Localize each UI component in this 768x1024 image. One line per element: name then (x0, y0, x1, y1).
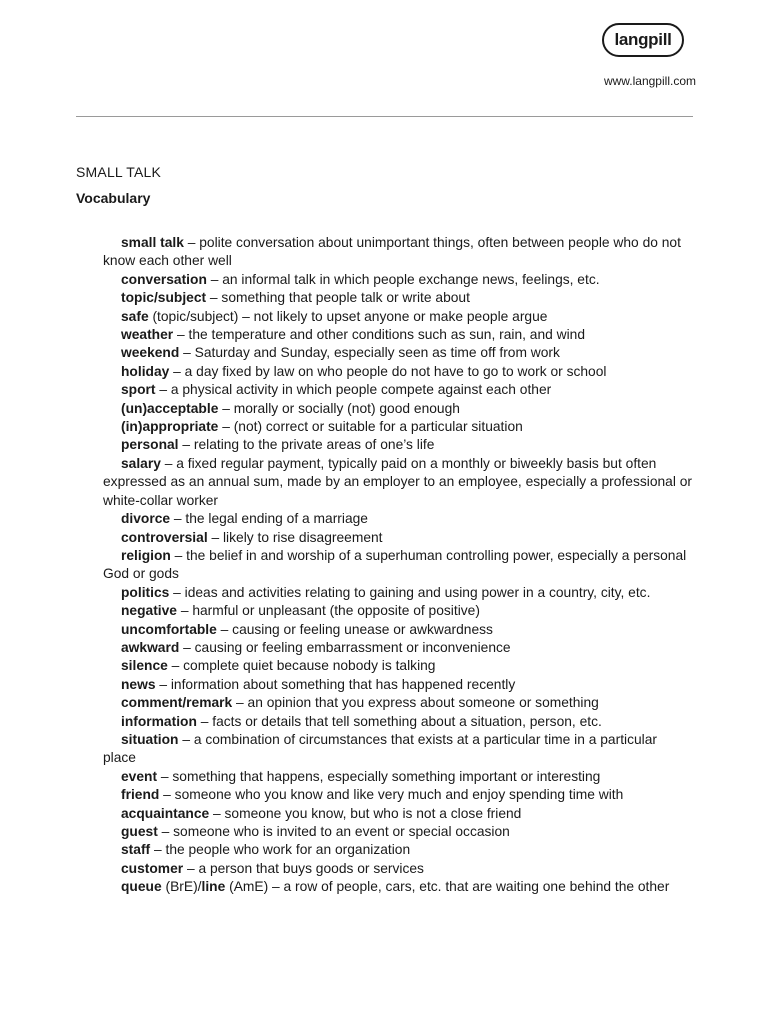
vocab-entry (103, 768, 693, 786)
section-heading: Vocabulary (76, 190, 151, 206)
vocab-entry (103, 823, 693, 841)
vocab-entry (103, 326, 693, 344)
vocab-definition: – a physical activity in which people compete against each other (155, 382, 552, 398)
website-link[interactable]: www.langpill.com (603, 74, 696, 88)
page-header (0, 0, 768, 120)
vocab-definition: – causing or feeling embarrassment or inconvenience (179, 639, 511, 655)
vocab-entry (103, 344, 693, 362)
vocab-entry (103, 621, 693, 639)
vocab-term: divorce (121, 511, 171, 527)
vocab-definition: (AmE) – a row of people, cars, etc. that are waiting one behind the other (225, 879, 670, 895)
vocab-term: friend (121, 787, 160, 803)
vocab-term: guest (121, 824, 158, 839)
vocab-term: holiday (121, 363, 170, 379)
vocab-entry (103, 805, 693, 823)
vocab-definition: – causing or feeling unease or awkwardness (216, 621, 493, 637)
vocab-definition: – a person that buys goods or services (183, 860, 424, 876)
vocab-definition: – likely to rise disagreement (207, 529, 383, 545)
vocab-definition: – a combination of circumstances that exists at a particular time in a particular place (103, 731, 658, 766)
header-divider (76, 116, 693, 117)
vocab-entry (103, 639, 693, 657)
vocab-term: politics (121, 584, 170, 600)
vocab-entry (103, 841, 693, 859)
vocab-definition: – a day fixed by law on who people do not have to go to work or school (169, 363, 607, 379)
document-title: SMALL TALK (76, 164, 162, 180)
vocab-term: (in)appropriate (121, 419, 219, 435)
vocab-entry (103, 547, 693, 584)
vocab-entry (103, 657, 693, 675)
vocab-term: safe (121, 308, 149, 324)
vocab-entry (103, 694, 693, 712)
vocab-definition: – complete quiet because nobody is talking (167, 658, 436, 674)
vocab-entry (103, 234, 693, 271)
vocab-definition: – the legal ending of a marriage (170, 511, 368, 527)
vocab-term: event (121, 768, 158, 784)
vocab-definition: – Saturday and Sunday, especially seen as time off from work (179, 345, 560, 361)
vocab-entry (103, 713, 693, 731)
vocab-definition: – the belief in and worship of a superhuman controlling power, especially a personal God or gods (103, 547, 687, 582)
vocab-entry (103, 510, 693, 528)
vocab-term: negative (121, 603, 177, 619)
vocab-definition: – someone you know, but who is not a close friend (209, 805, 522, 821)
vocab-term: customer (121, 860, 184, 876)
vocab-term-alt: line (201, 879, 226, 895)
vocab-term: personal (121, 437, 179, 453)
vocab-entry (103, 363, 693, 381)
vocab-entry (103, 529, 693, 547)
vocab-entry (103, 455, 693, 510)
vocab-definition: – relating to the private areas of one’s life (178, 437, 435, 453)
vocab-definition: – someone who you know and like very much and enjoy spending time with (159, 787, 624, 803)
vocab-definition: – something that people talk or write about (206, 290, 470, 306)
vocab-term-note: (BrE)/ (161, 879, 202, 895)
vocab-entry (103, 676, 693, 694)
vocab-term: controversial (121, 529, 208, 545)
vocab-term: news (121, 676, 156, 692)
vocab-definition: – harmful or unpleasant (the opposite of positive) (176, 603, 480, 619)
vocab-term: silence (121, 658, 168, 674)
vocab-entry (103, 436, 693, 454)
vocab-term: comment/remark (121, 695, 233, 711)
vocab-entry (103, 584, 693, 602)
vocab-term: conversation (121, 271, 207, 287)
vocab-term: (un)acceptable (121, 400, 219, 416)
langpill-logo[interactable]: langpill (602, 23, 684, 57)
vocab-definition: – information about something that has happened recently (155, 676, 516, 692)
vocab-term: acquaintance (121, 805, 210, 821)
vocab-entry (103, 786, 693, 804)
vocab-term: topic/subject (121, 290, 207, 306)
vocab-entry (103, 289, 693, 307)
vocab-entry (103, 731, 693, 768)
vocab-entry (103, 418, 693, 436)
vocab-definition: – an informal talk in which people exchange news, feelings, etc. (206, 271, 600, 287)
vocab-definition: (topic/subject) – not likely to upset anyone or make people argue (148, 308, 548, 324)
vocab-definition: – morally or socially (not) good enough (218, 400, 460, 416)
vocab-entry (103, 602, 693, 620)
vocab-entry (103, 308, 693, 326)
vocab-definition: – the temperature and other conditions such as sun, rain, and wind (173, 327, 586, 343)
vocab-definition: – ideas and activities relating to gaining and using power in a country, city, etc. (169, 584, 651, 600)
vocab-term: weekend (121, 345, 180, 361)
vocab-term: sport (121, 382, 156, 398)
vocab-definition: – an opinion that you express about someone or something (232, 695, 599, 711)
vocab-term: awkward (121, 639, 180, 655)
vocab-term: salary (121, 455, 161, 471)
vocab-definition: – polite conversation about unimportant things, often between people who do not know each other well (103, 235, 681, 269)
vocab-entry (103, 271, 693, 289)
vocabulary-list (103, 234, 693, 897)
vocab-entry (103, 400, 693, 418)
vocab-term: queue (121, 879, 162, 895)
vocab-term: staff (121, 842, 151, 858)
vocab-definition: – something that happens, especially something important or interesting (157, 768, 601, 784)
vocab-term: weather (121, 327, 174, 343)
vocab-term: small talk (121, 235, 184, 250)
vocab-definition: – facts or details that tell something about a situation, person, etc. (196, 713, 602, 729)
vocab-entry (103, 860, 693, 878)
vocab-entry (103, 878, 693, 896)
vocab-definition: – (not) correct or suitable for a particular situation (218, 419, 523, 435)
vocab-term: uncomfortable (121, 621, 217, 637)
vocab-term: information (121, 713, 197, 729)
vocab-term: situation (121, 731, 179, 747)
vocab-definition: – the people who work for an organization (150, 842, 411, 858)
vocab-definition: – someone who is invited to an event or special occasion (157, 824, 510, 839)
vocab-entry (103, 381, 693, 399)
vocab-term: religion (121, 547, 171, 563)
vocab-definition: – a fixed regular payment, typically paid on a monthly or biweekly basis but often expressed as an annual sum, made by an employer to an employee, especially a professional or white-collar worker (103, 455, 693, 508)
